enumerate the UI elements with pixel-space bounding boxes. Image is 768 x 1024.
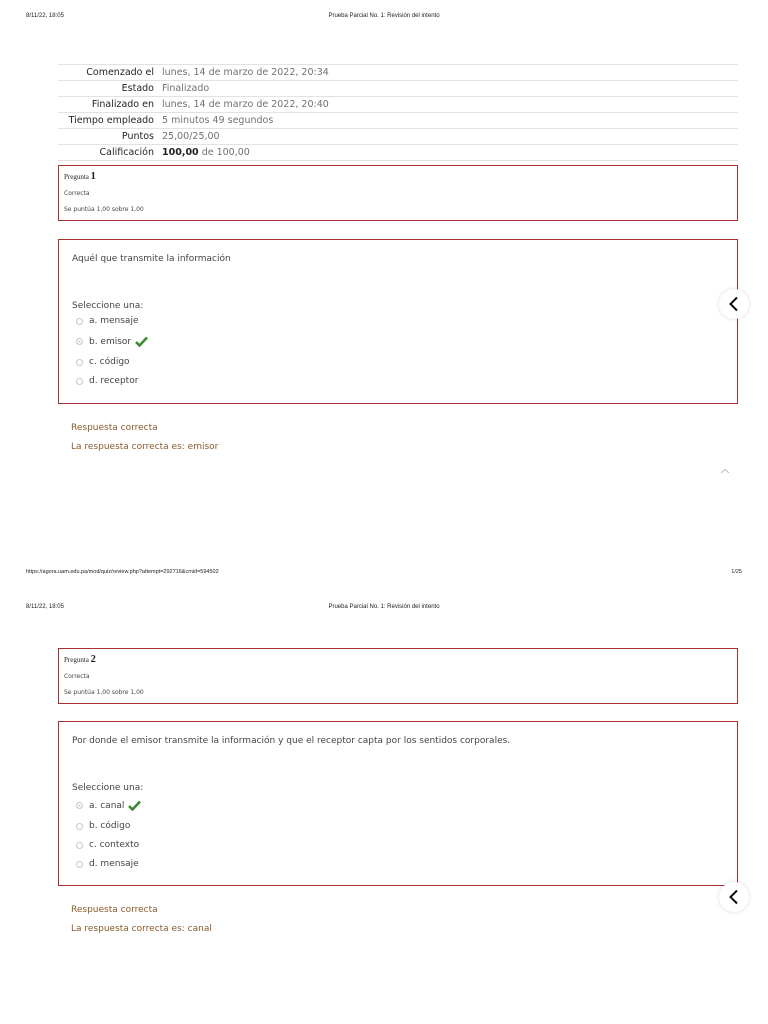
summary-label: Tiempo empleado bbox=[68, 115, 154, 126]
print-header bbox=[26, 604, 742, 610]
question-state: Correcta bbox=[64, 190, 90, 197]
question-label-text: Pregunta bbox=[64, 173, 91, 181]
print-title: Prueba Parcial No. 1: Revisión del intento bbox=[328, 604, 440, 610]
print-title: Prueba Parcial No. 1: Revisión del intento bbox=[328, 13, 440, 19]
chevron-up-icon[interactable] bbox=[720, 468, 730, 474]
summary-row bbox=[58, 129, 738, 145]
question-text: Aquél que transmite la información bbox=[72, 254, 231, 264]
feedback-status: Respuesta correcta bbox=[71, 423, 158, 433]
question-label bbox=[64, 654, 96, 665]
question-number: 2 bbox=[90, 654, 96, 665]
answer-option[interactable] bbox=[76, 357, 130, 367]
summary-label: Puntos bbox=[121, 131, 154, 142]
print-footer bbox=[26, 569, 742, 575]
summary-row bbox=[58, 65, 738, 81]
summary-value: lunes, 14 de marzo de 2022, 20:34 bbox=[162, 67, 329, 78]
summary-value: Finalizado bbox=[162, 83, 210, 94]
question-grade: Se puntúa 1,00 sobre 1,00 bbox=[64, 206, 144, 213]
summary-value: lunes, 14 de marzo de 2022, 20:40 bbox=[162, 99, 329, 110]
summary-value bbox=[159, 145, 738, 161]
summary-value: 5 minutos 49 segundos bbox=[162, 115, 274, 126]
question-state: Correcta bbox=[64, 673, 90, 680]
attempt-summary-table bbox=[58, 64, 738, 161]
answer-prompt: Seleccione una: bbox=[72, 301, 144, 311]
answer-option[interactable] bbox=[76, 800, 141, 811]
print-date: 8/11/22, 18:05 bbox=[26, 13, 64, 19]
radio-button[interactable] bbox=[76, 318, 83, 325]
radio-button-selected[interactable] bbox=[76, 802, 83, 809]
option-label: b. código bbox=[89, 821, 131, 831]
option-label: a. canal bbox=[89, 800, 125, 811]
check-icon bbox=[135, 336, 148, 347]
question-text: Por donde el emisor transmite la información y que el receptor capta por los sentidos corporales. bbox=[72, 736, 511, 746]
answer-option[interactable] bbox=[76, 840, 139, 850]
radio-button[interactable] bbox=[76, 823, 83, 830]
check-icon bbox=[128, 800, 141, 811]
question-2-info bbox=[58, 648, 738, 704]
answer-prompt: Seleccione una: bbox=[72, 783, 144, 793]
question-number: 1 bbox=[90, 171, 96, 182]
summary-label: Finalizado en bbox=[91, 99, 154, 110]
radio-button-selected[interactable] bbox=[76, 338, 83, 345]
print-page: 1/25 bbox=[731, 569, 742, 575]
question-label bbox=[64, 171, 96, 182]
answer-option[interactable] bbox=[76, 859, 139, 869]
question-2-content bbox=[58, 721, 738, 886]
print-header bbox=[26, 13, 742, 19]
feedback-answer: La respuesta correcta es: emisor bbox=[71, 442, 219, 452]
answer-option[interactable] bbox=[76, 316, 139, 326]
answer-option[interactable] bbox=[76, 821, 130, 831]
question-label-text: Pregunta bbox=[64, 656, 91, 664]
option-label: c. contexto bbox=[89, 840, 140, 850]
radio-button[interactable] bbox=[76, 842, 83, 849]
summary-label: Calificación bbox=[99, 147, 154, 158]
question-grade: Se puntúa 1,00 sobre 1,00 bbox=[64, 689, 144, 696]
option-label: d. receptor bbox=[89, 376, 139, 386]
question-1-info bbox=[58, 165, 738, 221]
grade-value: 100,00 bbox=[162, 147, 199, 158]
chevron-left-icon bbox=[728, 889, 740, 905]
option-label: a. mensaje bbox=[89, 316, 139, 326]
summary-row bbox=[58, 81, 738, 97]
radio-button[interactable] bbox=[76, 359, 83, 366]
feedback-status: Respuesta correcta bbox=[71, 905, 158, 915]
answer-option[interactable] bbox=[76, 336, 148, 347]
summary-label: Estado bbox=[121, 83, 154, 94]
option-label: b. emisor bbox=[89, 336, 132, 347]
summary-row bbox=[58, 113, 738, 129]
question-1-content bbox=[58, 239, 738, 404]
radio-button[interactable] bbox=[76, 861, 83, 868]
summary-row bbox=[58, 145, 738, 161]
chevron-left-icon bbox=[728, 296, 740, 312]
nav-drawer-button[interactable] bbox=[719, 289, 749, 319]
answer-option[interactable] bbox=[76, 376, 138, 386]
nav-drawer-button[interactable] bbox=[719, 882, 749, 912]
option-label: d. mensaje bbox=[89, 859, 139, 869]
grade-total: de 100,00 bbox=[198, 147, 250, 158]
radio-button[interactable] bbox=[76, 378, 83, 385]
summary-label: Comenzado el bbox=[86, 67, 154, 78]
feedback-answer: La respuesta correcta es: canal bbox=[71, 924, 212, 934]
print-date: 8/11/22, 18:05 bbox=[26, 604, 64, 610]
summary-value: 25,00/25,00 bbox=[162, 131, 220, 142]
option-label: c. código bbox=[89, 357, 130, 367]
print-url: https://agora.uam.edu.pa/mod/quiz/review.php?attempt=292716&cmid=594502 bbox=[26, 569, 219, 575]
summary-row bbox=[58, 97, 738, 113]
